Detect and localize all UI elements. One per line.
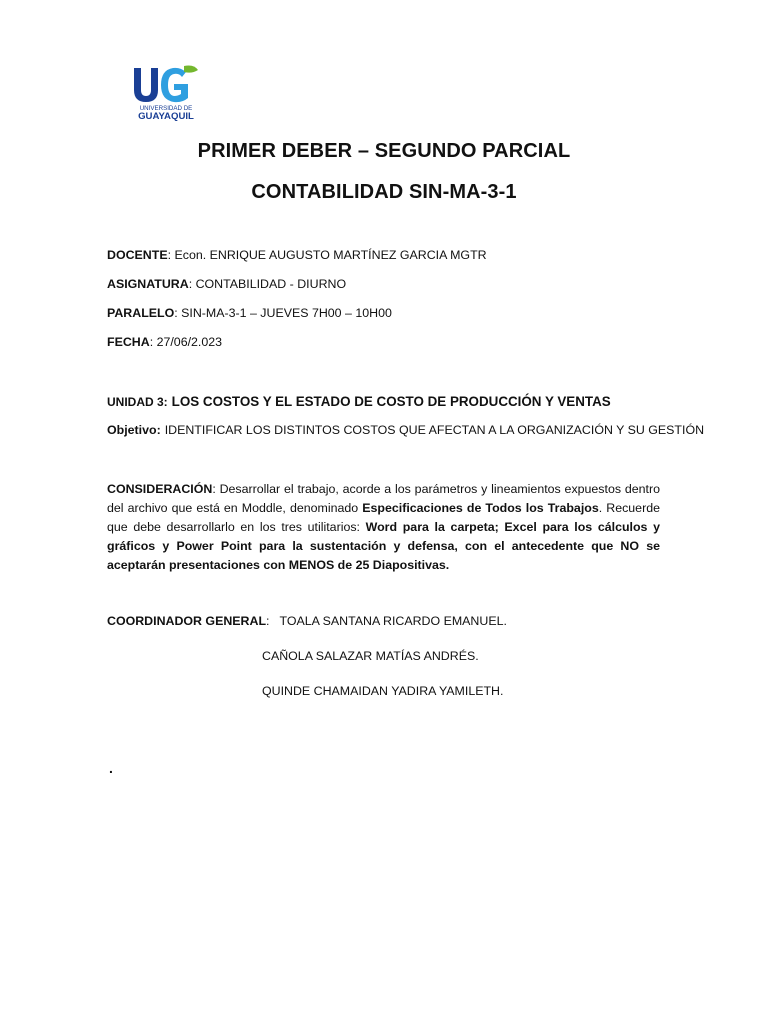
objetivo-value: IDENTIFICAR LOS DISTINTOS COSTOS QUE AFECTAN A LA ORGANIZACIÓN Y SU GESTIÓN: [164, 423, 705, 437]
coordinador-line: [107, 614, 507, 628]
paralelo-value: : SIN-MA-3-1 – JUEVES 7H00 – 10H00: [174, 306, 392, 320]
objetivo-label: Objetivo:: [107, 423, 161, 437]
consideracion-text-2: . Recuerde que debe desarrollarlo en los tres utilitarios:: [107, 501, 660, 534]
asignatura-line: [107, 277, 346, 291]
coordinator-member-3: QUINDE CHAMAIDAN YADIRA YAMILETH.: [262, 684, 504, 698]
document-subtitle: CONTABILIDAD SIN-MA-3-1: [251, 181, 517, 203]
objetivo-line: [107, 423, 704, 437]
logo-line1: UNIVERSIDAD DE: [139, 105, 193, 112]
unidad-label: UNIDAD 3:: [107, 395, 168, 409]
consideracion-paragraph: [107, 480, 660, 575]
university-logo: [124, 62, 208, 122]
unidad-line: [107, 393, 611, 411]
fecha-line: [107, 335, 222, 349]
asignatura-label: ASIGNATURA: [107, 277, 189, 291]
consideracion-label: CONSIDERACIÓN: [107, 482, 213, 496]
fecha-label: FECHA: [107, 335, 150, 349]
logo-line2: GUAYAQUIL: [138, 111, 194, 122]
consideracion-bold-1: Especificaciones de Todos los Trabajos: [362, 501, 599, 515]
coordinator-member-1: TOALA SANTANA RICARDO EMANUEL.: [279, 614, 507, 628]
paralelo-label: PARALELO: [107, 306, 175, 320]
consideracion-bold-2: Word para la carpeta; Excel para los cálculos y gráficos y Power Point para la sustentación y defensa, con el antecedente que NO se aceptarán presentaciones con MENOS de 25 Diapositivas.: [107, 520, 660, 572]
paralelo-line: [107, 306, 392, 320]
unidad-value: LOS COSTOS Y EL ESTADO DE COSTO DE PRODUCCIÓN Y VENTAS: [171, 394, 611, 409]
coordinador-colon: :: [266, 614, 270, 628]
docente-label: DOCENTE: [107, 248, 168, 262]
docente-line: [107, 248, 487, 262]
coordinador-label: COORDINADOR GENERAL: [107, 614, 267, 628]
consideracion-text-1: : Desarrollar el trabajo, acorde a los parámetros y lineamientos expuestos dentro del archivo que está en Moddle, denominado: [107, 482, 660, 515]
docente-value: : Econ. ENRIQUE AUGUSTO MARTÍNEZ GARCIA MGTR: [167, 248, 487, 262]
asignatura-value: : CONTABILIDAD - DIURNO: [188, 277, 347, 291]
coordinator-member-2: CAÑOLA SALAZAR MATÍAS ANDRÉS.: [262, 649, 479, 663]
trailing-mark: .: [109, 760, 113, 776]
document-title: PRIMER DEBER – SEGUNDO PARCIAL: [197, 140, 571, 162]
fecha-value: : 27/06/2.023: [149, 335, 223, 349]
ug-logo-icon: [124, 62, 208, 122]
